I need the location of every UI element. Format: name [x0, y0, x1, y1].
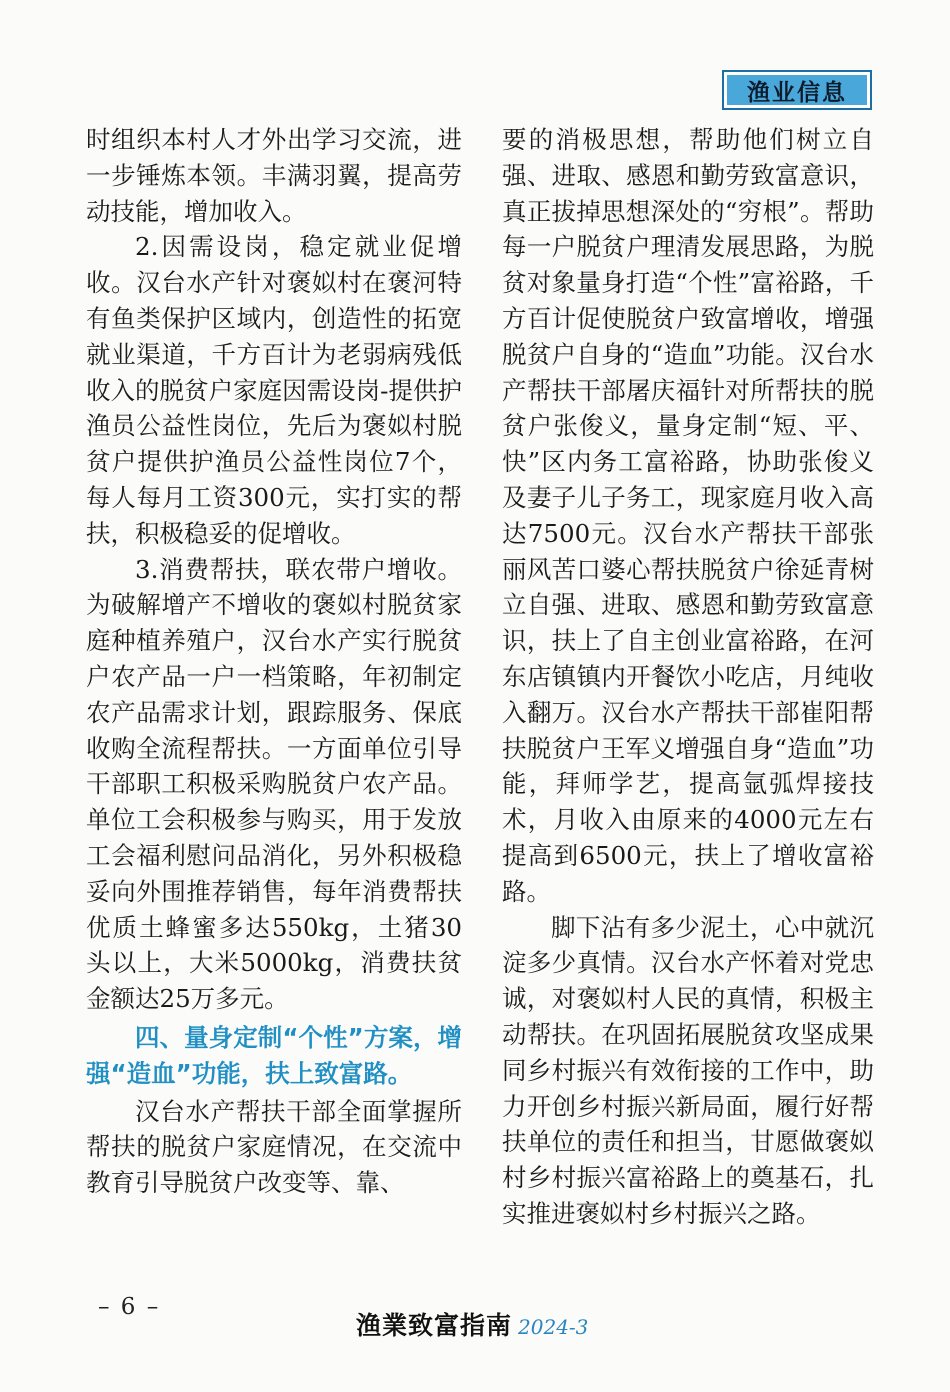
page-number: – 6 – — [98, 1294, 161, 1320]
footer — [356, 1306, 588, 1342]
section-badge: 渔业信息 — [722, 70, 872, 110]
paragraph: 要的消极思想，帮助他们树立自强、进取、感恩和勤劳致富意识，真正拔掉思想深处的“穷根”。帮助每一户脱贫户理清发展思路，为脱贫对象量身打造“个性”富裕路，千方百计促使脱贫户致富增收，增强脱贫户自身的“造血”功能。汉台水产帮扶干部屠庆福针对所帮扶的脱贫户张俊义，量身定制“短、平、快”区内务工富裕路，协助张俊义及妻子儿子务工，现家庭月收入高达7500元。汉台水产帮扶干部张丽风苦口婆心帮扶脱贫户徐延青树立自强、进取、感恩和勤劳致富意识，扶上了自主创业富裕路，在河东店镇镇内开餐饮小吃店，月纯收入翻万。汉台水产帮扶干部崔阳帮扶脱贫户王军义增强自身“造血”功能，拜师学艺，提高氩弧焊接技术，月收入由原来的4000元左右提高到6500元，扶上了增收富裕路。 — [502, 125, 874, 906]
right-column — [502, 122, 874, 1232]
section-heading: 四、量身定制“个性”方案，增强“造血”功能，扶上致富路。 — [86, 1022, 462, 1088]
paragraph: 时组织本村人才外出学习交流，进一步锤炼本领。丰满羽翼，提高劳动技能，增加收入。 — [86, 125, 462, 226]
paragraph: 3.消费帮扶，联农带户增收。为破解增产不增收的褒姒村脱贫家庭种植养殖户，汉台水产实行脱贫户农产品一户一档策略，年初制定农产品需求计划，跟踪服务、保底收购全流程帮扶。一方面单位引导干部职工积极采购脱贫户农产品。单位工会积极参与购买，用于发放工会福利慰问品消化，另外积极稳妥向外围推荐销售，每年消费帮扶优质土蜂蜜多达550kg，土猪30头以上，大米5000kg，消费扶贫金额达25万多元。 — [86, 554, 462, 1014]
issue-number: 2024-3 — [518, 1315, 589, 1339]
left-column — [86, 122, 462, 1201]
paragraph: 2.因需设岗，稳定就业促增收。汉台水产针对褒姒村在褒河特有鱼类保护区域内，创造性的拓宽就业渠道，千方百计为老弱病残低收入的脱贫户家庭因需设岗-提供护渔员公益性岗位，先后为褒姒村脱贫户提供护渔员公益性岗位7个，每人每月工资300元，实打实的帮扶，积极稳妥的促增收。 — [86, 232, 462, 548]
paragraph: 脚下沾有多少泥土，心中就沉淀多少真情。汉台水产怀着对党忠诚，对褒姒村人民的真情，积极主动帮扶。在巩固拓展脱贫攻坚成果同乡村振兴有效衔接的工作中，助力开创乡村振兴新局面，履行好帮扶单位的责任和担当，甘愿做褒姒村乡村振兴富裕路上的奠基石，扎实推进褒姒村乡村振兴之路。 — [502, 912, 874, 1228]
paragraph: 汉台水产帮扶干部全面掌握所帮扶的脱贫户家庭情况，在交流中教育引导脱贫户改变等、靠、 — [86, 1096, 462, 1198]
magazine-title: 渔業致富指南 — [356, 1311, 513, 1340]
